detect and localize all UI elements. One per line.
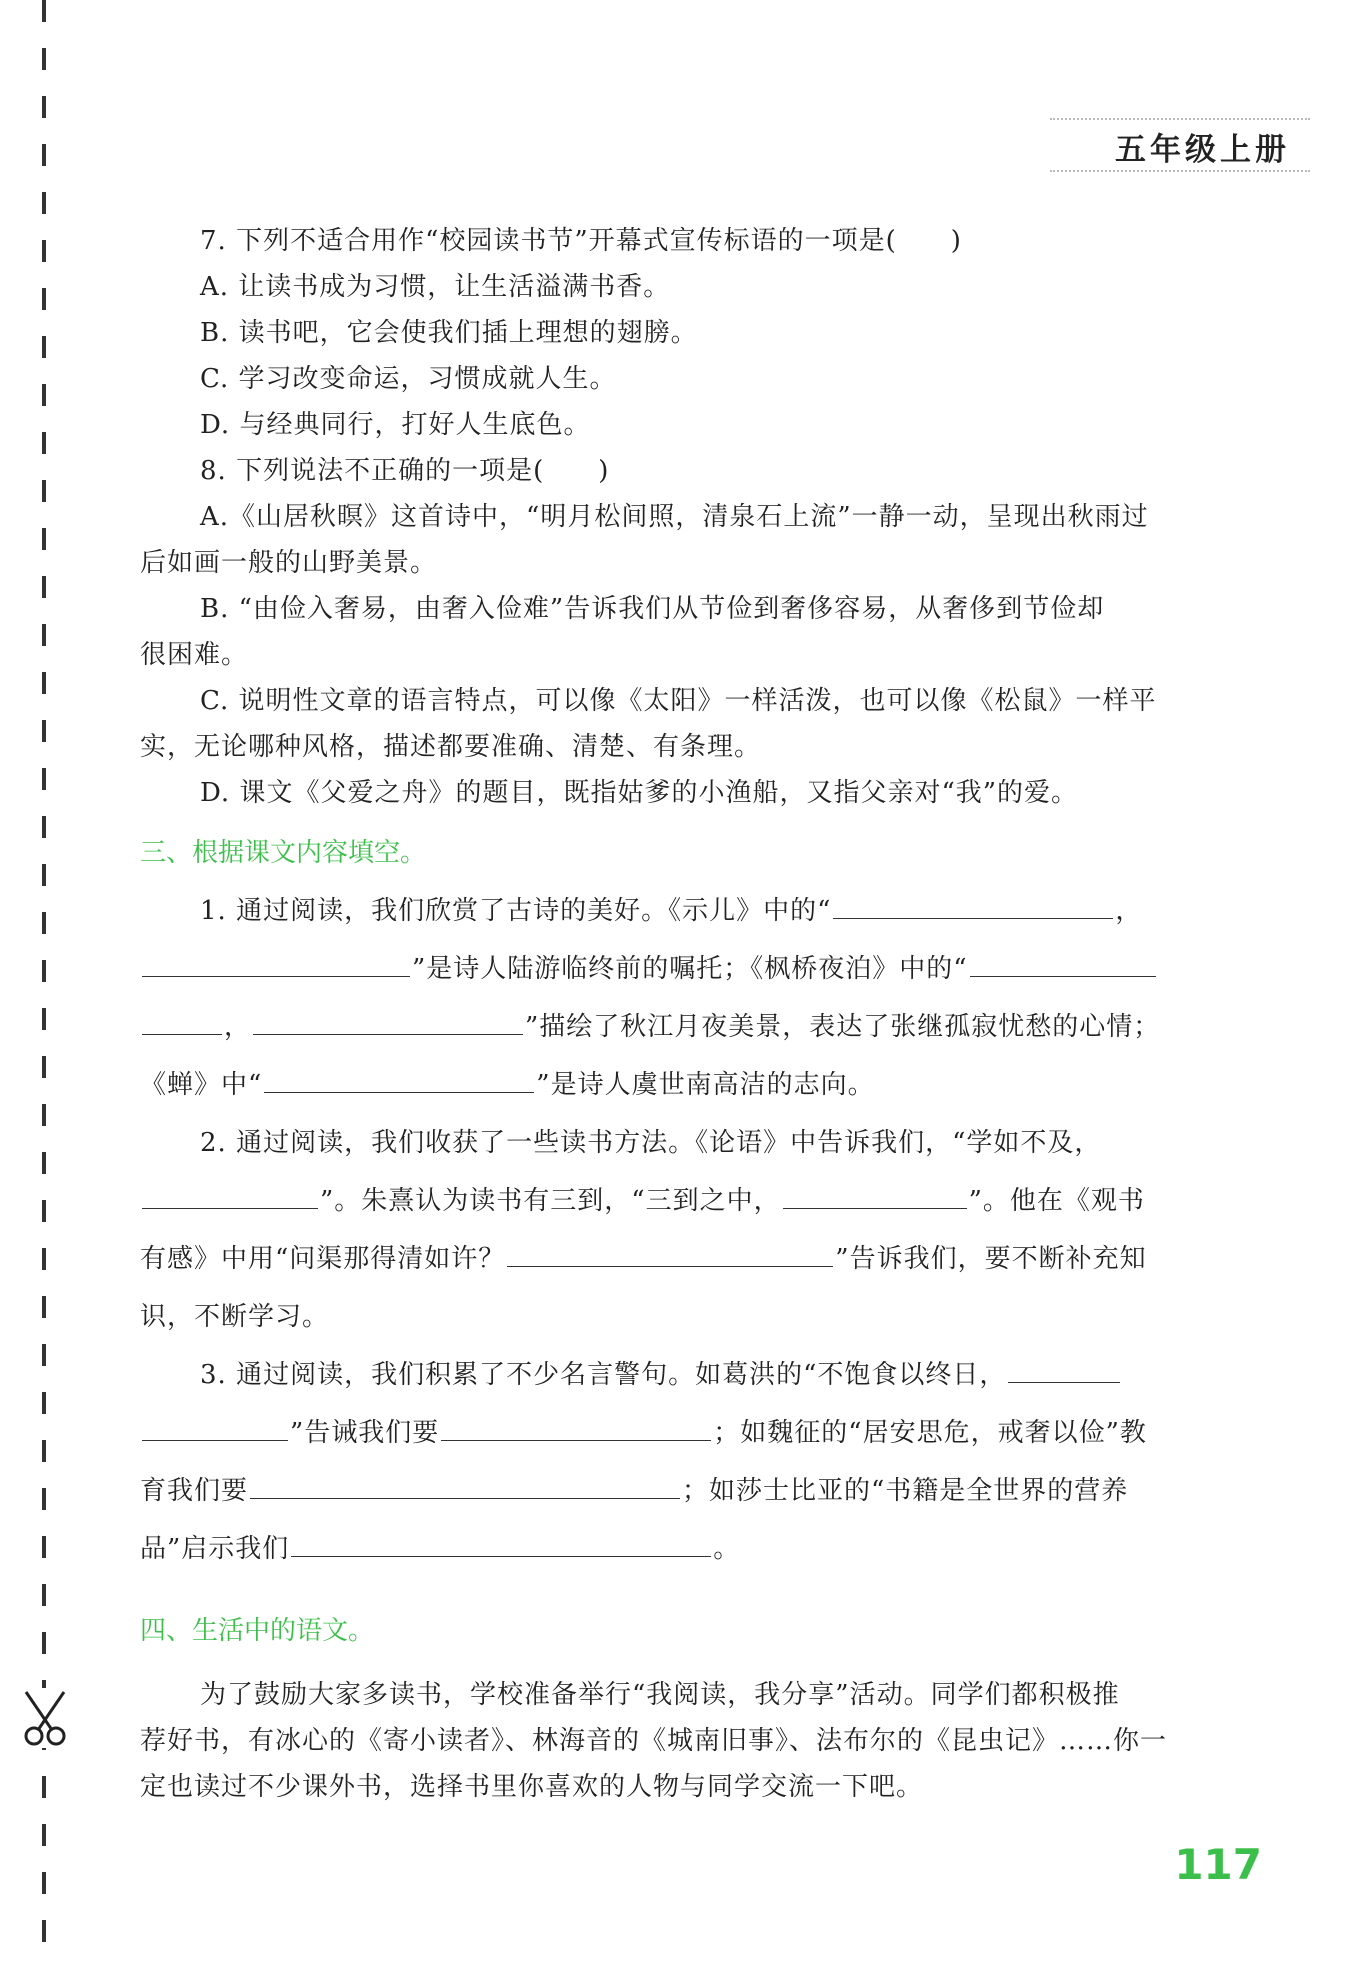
s3-p1-text1: 1. 通过阅读，我们欣赏了古诗的美好。《示儿》中的“ <box>200 896 832 926</box>
grade-header <box>1050 118 1310 172</box>
q7-option-c: C. 学习改变命运，习惯成就人生。 <box>200 364 617 394</box>
q8-option-b-line2: 很困难。 <box>140 640 249 670</box>
fill-blank[interactable] <box>142 946 410 977</box>
fill-blank[interactable] <box>1008 1352 1120 1383</box>
q8-option-b-line1: B. “由俭入奢易，由奢入俭难”告诉我们从节俭到奢侈容易，从奢侈到节俭却 <box>200 594 1105 624</box>
q7-option-b: B. 读书吧，它会使我们插上理想的翅膀。 <box>200 318 698 348</box>
s3-p3-text3a: 育我们要 <box>140 1476 249 1506</box>
s3-p1-line4 <box>140 1062 1190 1108</box>
s4-line2: 荐好书，有冰心的《寄小读者》、林海音的《城南旧事》、法布尔的《昆虫记》……你一 <box>140 1726 1168 1756</box>
s3-p3-text3b: ；如莎士比亚的“书籍是全世界的营养 <box>682 1476 1129 1506</box>
fill-blank[interactable] <box>250 1468 680 1499</box>
q8-option-d: D. 课文《父爱之舟》的题目，既指姑爹的小渔船，又指父亲对“我”的爱。 <box>200 778 1079 808</box>
fill-blank[interactable] <box>142 1004 222 1035</box>
s3-p3-text4b: 。 <box>713 1534 741 1564</box>
s3-p2-line3 <box>140 1236 1190 1282</box>
s3-p2-text3b: ”告诉我们，要不断补充知 <box>835 1244 1147 1274</box>
s3-p2-text2a: ”。朱熹认为读书有三到，“三到之中， <box>320 1186 781 1216</box>
fill-blank[interactable] <box>291 1526 711 1557</box>
s3-p2-text3a: 有感》中用“问渠那得清如许？ <box>140 1244 506 1274</box>
fill-blank[interactable] <box>142 1178 318 1209</box>
s3-p3-line1 <box>140 1352 1190 1398</box>
fill-blank[interactable] <box>507 1236 833 1267</box>
fill-blank[interactable] <box>970 946 1156 977</box>
s3-p1-text1-end: ， <box>1115 896 1143 926</box>
page-number: 117 <box>1174 1840 1262 1889</box>
fill-blank[interactable] <box>253 1004 523 1035</box>
section4-title: 四、生活中的语文。 <box>140 1616 375 1646</box>
s3-p1-line3 <box>140 1004 1190 1050</box>
q7-option-d: D. 与经典同行，打好人生底色。 <box>200 410 591 440</box>
fill-blank[interactable] <box>783 1178 967 1209</box>
s3-p3-line4 <box>140 1526 1190 1572</box>
s3-p1-text4b: ”是诗人虞世南高洁的志向。 <box>536 1070 875 1100</box>
s3-p1-line2 <box>140 946 1190 992</box>
s3-p3-text4a: 品”启示我们 <box>140 1534 290 1564</box>
q8-option-c-line1: C. 说明性文章的语言特点，可以像《太阳》一样活泼，也可以像《松鼠》一样平 <box>200 686 1157 716</box>
q8-option-a-line2: 后如画一般的山野美景。 <box>140 548 438 578</box>
q8-stem: 8. 下列说法不正确的一项是( ) <box>200 456 610 486</box>
s3-p2-line4: 识，不断学习。 <box>140 1302 330 1332</box>
section3-title: 三、根据课文内容填空。 <box>140 838 427 868</box>
s3-p2-line2 <box>140 1178 1190 1224</box>
s3-p1-comma: ， <box>224 1012 252 1042</box>
fill-blank[interactable] <box>142 1410 288 1441</box>
s3-p1-line1 <box>140 888 1190 934</box>
s3-p3-text2a: ”告诫我们要 <box>290 1418 440 1448</box>
fill-blank[interactable] <box>833 888 1113 919</box>
scissors-icon <box>18 1688 72 1748</box>
grade-label: 五年级上册 <box>1115 132 1290 168</box>
s3-p1-text2: ”是诗人陆游临终前的嘱托；《枫桥夜泊》中的“ <box>412 954 968 984</box>
cut-line <box>42 0 46 1962</box>
q7-option-a: A. 让读书成为习惯，让生活溢满书香。 <box>200 272 671 302</box>
s4-line1: 为了鼓励大家多读书，学校准备举行“我阅读，我分享”活动。同学们都积极推 <box>200 1680 1120 1710</box>
s3-p2-text2b: ”。他在《观书 <box>968 1186 1145 1216</box>
s3-p3-text1: 3. 通过阅读，我们积累了不少名言警句。如葛洪的“不饱食以终日， <box>200 1360 1007 1390</box>
s3-p3-line2 <box>140 1410 1190 1456</box>
s3-p3-line3 <box>140 1468 1190 1514</box>
fill-blank[interactable] <box>441 1410 711 1441</box>
s4-line3: 定也读过不少课外书，选择书里你喜欢的人物与同学交流一下吧。 <box>140 1772 924 1802</box>
q8-option-c-line2: 实，无论哪种风格，描述都要准确、清楚、有条理。 <box>140 732 762 762</box>
s3-p2-line1: 2. 通过阅读，我们收获了一些读书方法。《论语》中告诉我们，“学如不及， <box>200 1128 1102 1158</box>
q8-option-a-line1: A.《山居秋暝》这首诗中，“明月松间照，清泉石上流”一静一动，呈现出秋雨过 <box>200 502 1149 532</box>
s3-p1-text3: ”描绘了秋江月夜美景，表达了张继孤寂忧愁的心情； <box>525 1012 1161 1042</box>
s3-p3-text2b: ；如魏征的“居安思危，戒奢以俭”教 <box>713 1418 1147 1448</box>
q7-stem: 7. 下列不适合用作“校园读书节”开幕式宣传标语的一项是( ) <box>200 226 962 256</box>
fill-blank[interactable] <box>264 1062 534 1093</box>
s3-p1-text4a: 《蝉》中“ <box>140 1070 263 1100</box>
